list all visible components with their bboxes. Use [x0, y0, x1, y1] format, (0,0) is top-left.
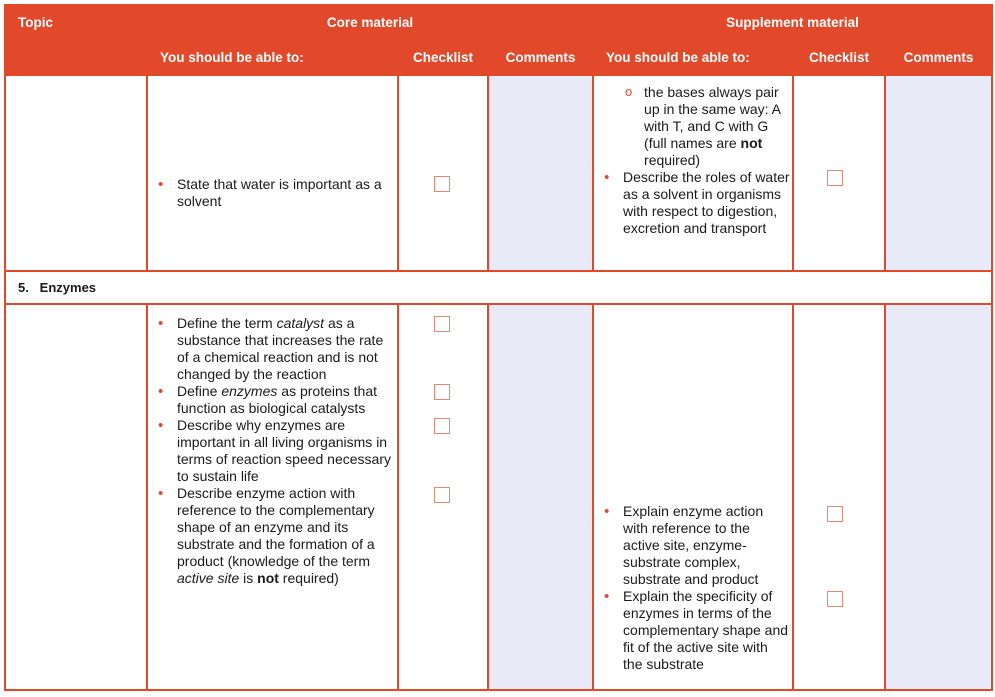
text-run: Describe the roles of water as a solvent in organisms with respect to digestion, excretion and transport [623, 169, 790, 236]
water-core-cell [147, 75, 398, 271]
enzymes-core-checkbox-4[interactable] [434, 487, 450, 503]
water-core-checklist-cell [398, 75, 488, 271]
enzymes-core-comments-cell[interactable] [488, 304, 593, 690]
section-row-enzymes [5, 271, 992, 304]
text-run: Describe enzyme action with reference to the complementary shape of an enzyme and its substrate and the formation of a product (knowledge of the term [177, 485, 375, 569]
enzymes-supp-checklist-cell [793, 304, 885, 690]
water-supp-comments-cell[interactable] [885, 75, 992, 271]
water-supp-item-1 [594, 84, 790, 169]
enzymes-row [5, 304, 992, 690]
header-core-able-to: You should be able to: [147, 39, 398, 75]
enzymes-core-cell [147, 304, 398, 690]
header-row-top [5, 5, 992, 39]
text-run: required) [644, 152, 701, 168]
header-core-material: Core material [147, 5, 593, 39]
text-run: not [257, 570, 279, 586]
header-topic: Topic [5, 5, 147, 39]
water-supp-cell [593, 75, 793, 271]
text-run: State that water is important as a solvent [177, 176, 382, 209]
text-run: Describe why enzymes are important in all living organisms in terms of reaction speed necessary to sustain life [177, 417, 391, 484]
water-core-comments-cell[interactable] [488, 75, 593, 271]
enzymes-supp-comments-cell[interactable] [885, 304, 992, 690]
water-supp-checkbox-1[interactable] [827, 170, 843, 186]
syllabus-table [4, 4, 993, 691]
water-supp-list [594, 84, 790, 237]
enzymes-core-list [148, 315, 395, 587]
enzymes-core-item-2 [148, 383, 395, 417]
water-core-list [148, 176, 395, 210]
text-run: Define [177, 383, 222, 399]
water-supp-checklist-cell [793, 75, 885, 271]
header-row-sub [5, 39, 992, 75]
enzymes-core-checkbox-1[interactable] [434, 316, 450, 332]
header-supp-able-to: You should be able to: [593, 39, 793, 75]
text-run: Define the term [177, 315, 277, 331]
header-supplement-material: Supplement material [593, 5, 992, 39]
enzymes-core-checkbox-2[interactable] [434, 384, 450, 400]
text-run: is [239, 570, 258, 586]
header-supp-comments: Comments [885, 39, 992, 75]
enzymes-topic-cell [5, 304, 147, 690]
section-title: 5. Enzymes [5, 271, 992, 304]
text-run: not [740, 135, 763, 151]
water-topic-cell [5, 75, 147, 271]
enzymes-core-checklist-cell [398, 304, 488, 690]
header-topic-blank [5, 39, 147, 75]
text-run: active site [177, 570, 240, 586]
enzymes-core-checkbox-3[interactable] [434, 418, 450, 434]
text-run: enzymes [221, 383, 278, 399]
text-run: as proteins that function as biological catalysts [177, 383, 378, 416]
text-run: required) [278, 570, 339, 586]
enzymes-core-item-4 [148, 485, 395, 587]
enzymes-supp-cell [593, 304, 793, 690]
enzymes-supp-checkbox-1[interactable] [827, 506, 843, 522]
enzymes-core-item-3 [148, 417, 395, 485]
text-run: catalyst [276, 315, 325, 331]
water-supp-item-2 [594, 169, 790, 237]
water-core-checkbox-1[interactable] [434, 176, 450, 192]
header-core-comments: Comments [488, 39, 593, 75]
header-supp-checklist: Checklist [793, 39, 885, 75]
text-run: the bases always pair up in the same way: A with T, and C with G (full names are [644, 84, 781, 151]
enzymes-supp-list [594, 503, 790, 673]
text-run: Explain enzyme action with reference to the active site, enzyme-substrate complex, substrate and product [623, 503, 764, 587]
enzymes-core-item-1 [148, 315, 395, 383]
text-run: as a substance that increases the rate of a chemical reaction and is not changed by the reaction [177, 315, 384, 382]
header-core-checklist: Checklist [398, 39, 488, 75]
water-core-item-1 [148, 176, 395, 210]
water-row [5, 75, 992, 271]
enzymes-supp-item-2 [594, 588, 790, 673]
enzymes-supp-checkbox-2[interactable] [827, 591, 843, 607]
enzymes-supp-item-1 [594, 503, 790, 588]
text-run: Explain the specificity of enzymes in terms of the complementary shape and fit of the active site with the substrate [623, 588, 789, 672]
